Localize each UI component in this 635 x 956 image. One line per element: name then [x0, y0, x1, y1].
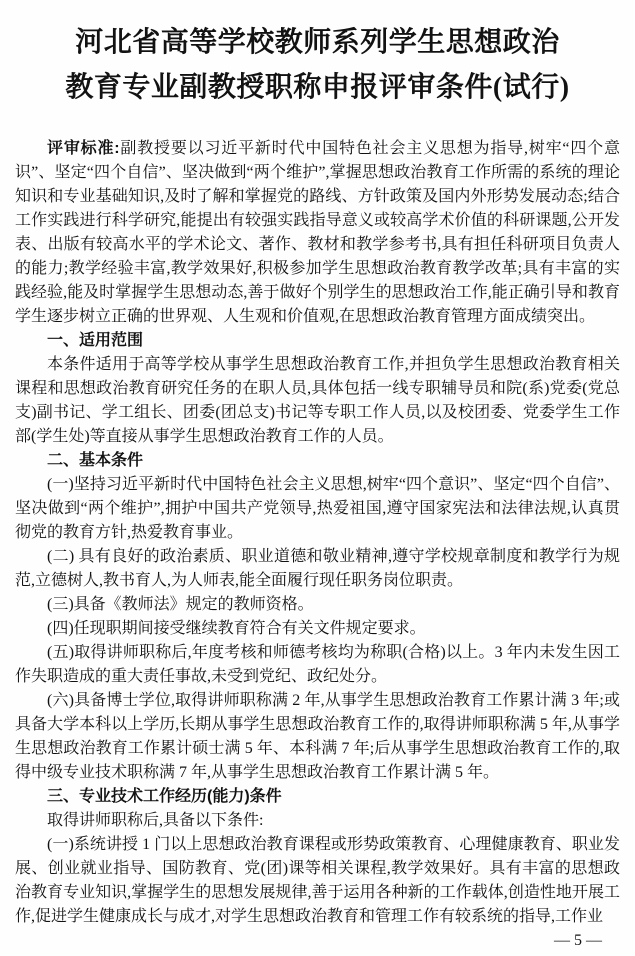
- section-3-heading: 三、专业技术工作经历(能力)条件: [47, 788, 282, 805]
- basic-condition-6: (六)具备博士学位,取得讲师职称满 2 年,从事学生思想政治教育工作累计满 3 年;或具备大学本科以上学历,长期从事学生思想政治教育工作的,取得讲师职称满 5 年,从事学生思想政治教育工作累计硕士满 5 年、本科满 7 年;后从事学生思想政治教育工作的,取得中级专业技术职称满 7 年,从事学生思想政治教育工作累计满 5 年。: [15, 692, 620, 781]
- section-1-heading: 一、适用范围: [47, 332, 144, 349]
- lead-in-paragraph: 取得讲师职称后,具备以下条件:: [47, 812, 264, 829]
- section-2-heading: 二、基本条件: [47, 452, 144, 469]
- title-line-1: 河北省高等学校教师系列学生思想政治: [75, 27, 560, 58]
- intro-label: 评审标准:: [47, 140, 120, 157]
- page-number: — 5 —: [554, 932, 602, 949]
- ability-condition-1: (一)系统讲授 1 门以上思想政治教育课程或形势政策教育、心理健康教育、职业发展、创业就业指导、国防教育、党(团)课等相关课程,教学效果好。具有丰富的思想政治教育专业知识,掌握学生的思想发展规律,善于运用各种新的工作载体,创造性地开展工作,促进学生健康成长与成才,对学生思想政治教育和管理工作有较系统的指导,工作业: [15, 836, 620, 925]
- basic-condition-4: (四)任现职期间接受继续教育符合有关文件规定要求。: [47, 620, 426, 637]
- title-line-2: 教育专业副教授职称申报评审条件(试行): [65, 72, 570, 103]
- intro-paragraph: [15, 137, 620, 329]
- basic-condition-2: (二) 具有良好的政治素质、职业道德和敬业精神,遵守学校规章制度和教学行为规范,立德树人,教书育人,为人师表,能全面履行现任职务岗位职责。: [15, 548, 620, 589]
- basic-condition-1: (一)坚持习近平新时代中国特色社会主义思想,树牢“四个意识”、坚定“四个自信”、坚决做到“两个维护”,拥护中国共产党领导,热爱祖国,遵守国家宪法和法律法规,认真贯彻党的教育方针,热爱教育事业。: [15, 476, 620, 541]
- document-body: [15, 137, 620, 929]
- basic-condition-3: (三)具备《教师法》规定的教师资格。: [47, 596, 314, 613]
- intro-text: 副教授要以习近平新时代中国特色社会主义思想为指导,树牢“四个意识”、坚定“四个自信”、坚决做到“两个维护”,掌握思想政治教育工作所需的系统的理论知识和专业基础知识,及时了解和掌握党的路线、方针政策及国内外形势发展动态;结合工作实践进行科学研究,能提出有较强实践指导意义或较高学术价值的科研课题,公开发表、出版有较高水平的学术论文、著作、教材和教学参考书,具有担任科研项目负责人的能力;教学经验丰富,教学效果好,积极参加学生思想政治教育教学改革;具有丰富的实践经验,能及时掌握学生思想动态,善于做好个别学生的思想政治工作,能正确引导和教育学生逐步树立正确的世界观、人生观和价值观,在思想政治教育管理方面成绩突出。: [15, 140, 620, 325]
- basic-condition-5: (五)取得讲师职称后,年度考核和师德考核均为称职(合格)以上。3 年内未发生因工作失职造成的重大责任事故,未受到党纪、政纪处分。: [15, 644, 620, 685]
- scope-paragraph: 本条件适用于高等学校从事学生思想政治教育工作,并担负学生思想政治教育相关课程和思想政治教育研究任务的在职人员,具体包括一线专职辅导员和院(系)党委(党总支)副书记、学工组长、团委(团总支)书记等专职工作人员,以及校团委、党委学生工作部(学生处)等直接从事学生思想政治教育工作的人员。: [15, 356, 620, 445]
- document-title: [15, 20, 620, 110]
